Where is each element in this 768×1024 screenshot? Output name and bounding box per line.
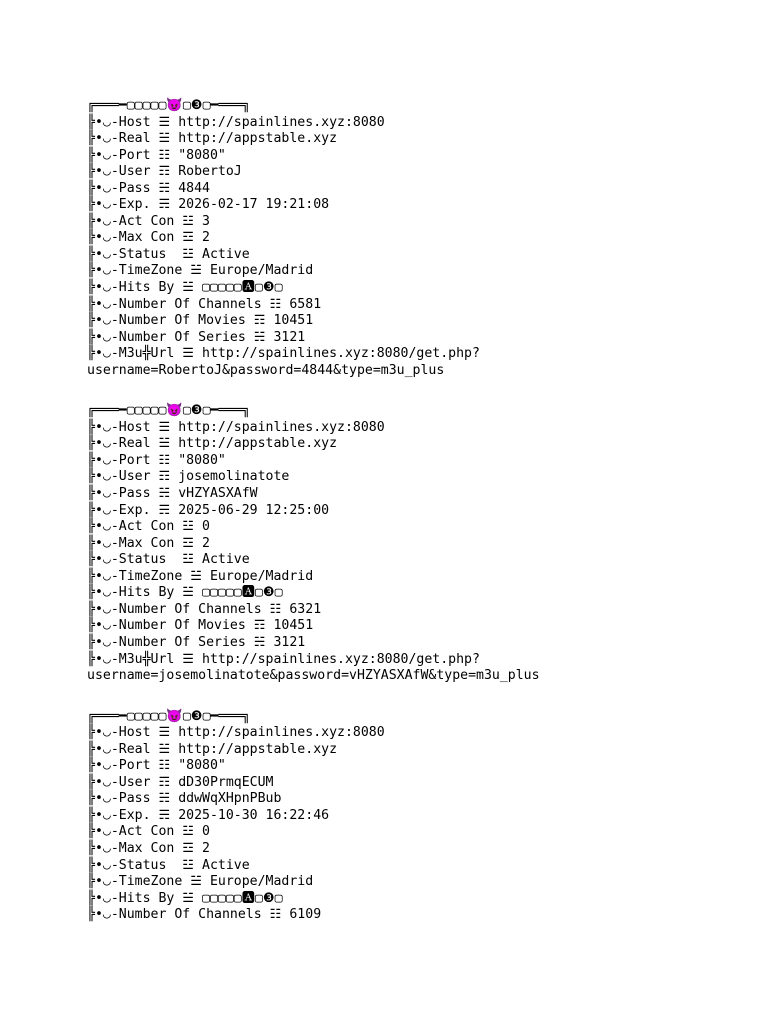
account-block-2 [87, 403, 757, 684]
hits-by-line: ╠•◡-Hits By ☱ ▢▢▢▢▢🅰▢❸▢ [87, 585, 283, 601]
hits-by-line: ╠•◡-Hits By ☱ ▢▢▢▢▢🅰▢❸▢ [87, 890, 283, 906]
block-header: ╔═══━▢▢▢▢▢😈▢❸▢━═══╗ [87, 708, 251, 724]
max-con-line: ╠•◡-Max Con ☲ 2 [87, 535, 210, 551]
user-line: ╠•◡-User ☶ josemolinatote [87, 469, 290, 485]
document-page [87, 98, 757, 924]
movies-line: ╠•◡-Number Of Movies ☶ 10451 [87, 313, 314, 329]
exp-line: ╠•◡-Exp. ☴ 2026-02-17 19:21:08 [87, 197, 330, 213]
channels-line: ╠•◡-Number Of Channels ☷ 6321 [87, 601, 322, 617]
exp-line: ╠•◡-Exp. ☴ 2025-10-30 16:22:46 [87, 807, 330, 823]
max-con-line: ╠•◡-Max Con ☲ 2 [87, 840, 210, 856]
user-line: ╠•◡-User ☶ dD30PrmqECUM [87, 774, 274, 790]
account-block-1 [87, 98, 757, 379]
m3u-url-line: ╠•◡-M3u╬Url ☰ http://spainlines.xyz:8080/get.php? [87, 651, 480, 667]
port-line: ╠•◡-Port ☷ "8080" [87, 758, 226, 774]
real-line: ╠•◡-Real ☱ http://appstable.xyz [87, 131, 338, 147]
m3u-url-continuation: username=RobertoJ&password=4844&type=m3u_plus [87, 362, 445, 378]
pass-line: ╠•◡-Pass ☵ 4844 [87, 180, 210, 196]
host-line: ╠•◡-Host ☰ http://spainlines.xyz:8080 [87, 114, 385, 130]
status-line: ╠•◡-Status ☳ Active [87, 246, 250, 262]
pass-line: ╠•◡-Pass ☵ ddwWqXHpnPBub [87, 791, 282, 807]
user-line: ╠•◡-User ☶ RobertoJ [87, 164, 242, 180]
account-block-3 [87, 709, 757, 924]
series-line: ╠•◡-Number Of Series ☵ 3121 [87, 634, 306, 650]
series-line: ╠•◡-Number Of Series ☵ 3121 [87, 329, 306, 345]
block-header: ╔═══━▢▢▢▢▢😈▢❸▢━═══╗ [87, 98, 251, 113]
block-header: ╔═══━▢▢▢▢▢😈▢❸▢━═══╗ [87, 403, 251, 419]
movies-line: ╠•◡-Number Of Movies ☶ 10451 [87, 618, 314, 634]
real-line: ╠•◡-Real ☱ http://appstable.xyz [87, 741, 338, 757]
pass-line: ╠•◡-Pass ☵ vHZYASXAfW [87, 486, 258, 502]
host-line: ╠•◡-Host ☰ http://spainlines.xyz:8080 [87, 725, 385, 741]
act-con-line: ╠•◡-Act Con ☳ 0 [87, 519, 210, 535]
m3u-url-continuation: username=josemolinatote&password=vHZYASXAfW&type=m3u_plus [87, 668, 540, 684]
port-line: ╠•◡-Port ☷ "8080" [87, 452, 226, 468]
host-line: ╠•◡-Host ☰ http://spainlines.xyz:8080 [87, 419, 385, 435]
max-con-line: ╠•◡-Max Con ☲ 2 [87, 230, 210, 246]
real-line: ╠•◡-Real ☱ http://appstable.xyz [87, 436, 338, 452]
m3u-url-line: ╠•◡-M3u╬Url ☰ http://spainlines.xyz:8080/get.php? [87, 346, 480, 362]
hits-by-line: ╠•◡-Hits By ☱ ▢▢▢▢▢🅰▢❸▢ [87, 280, 283, 296]
status-line: ╠•◡-Status ☳ Active [87, 552, 250, 568]
status-line: ╠•◡-Status ☳ Active [87, 857, 250, 873]
timezone-line: ╠•◡-TimeZone ☱ Europe/Madrid [87, 874, 314, 890]
timezone-line: ╠•◡-TimeZone ☱ Europe/Madrid [87, 263, 314, 279]
act-con-line: ╠•◡-Act Con ☳ 3 [87, 213, 210, 229]
timezone-line: ╠•◡-TimeZone ☱ Europe/Madrid [87, 568, 314, 584]
port-line: ╠•◡-Port ☷ "8080" [87, 147, 226, 163]
act-con-line: ╠•◡-Act Con ☳ 0 [87, 824, 210, 840]
channels-line: ╠•◡-Number Of Channels ☷ 6109 [87, 907, 322, 923]
channels-line: ╠•◡-Number Of Channels ☷ 6581 [87, 296, 322, 312]
exp-line: ╠•◡-Exp. ☴ 2025-06-29 12:25:00 [87, 502, 330, 518]
